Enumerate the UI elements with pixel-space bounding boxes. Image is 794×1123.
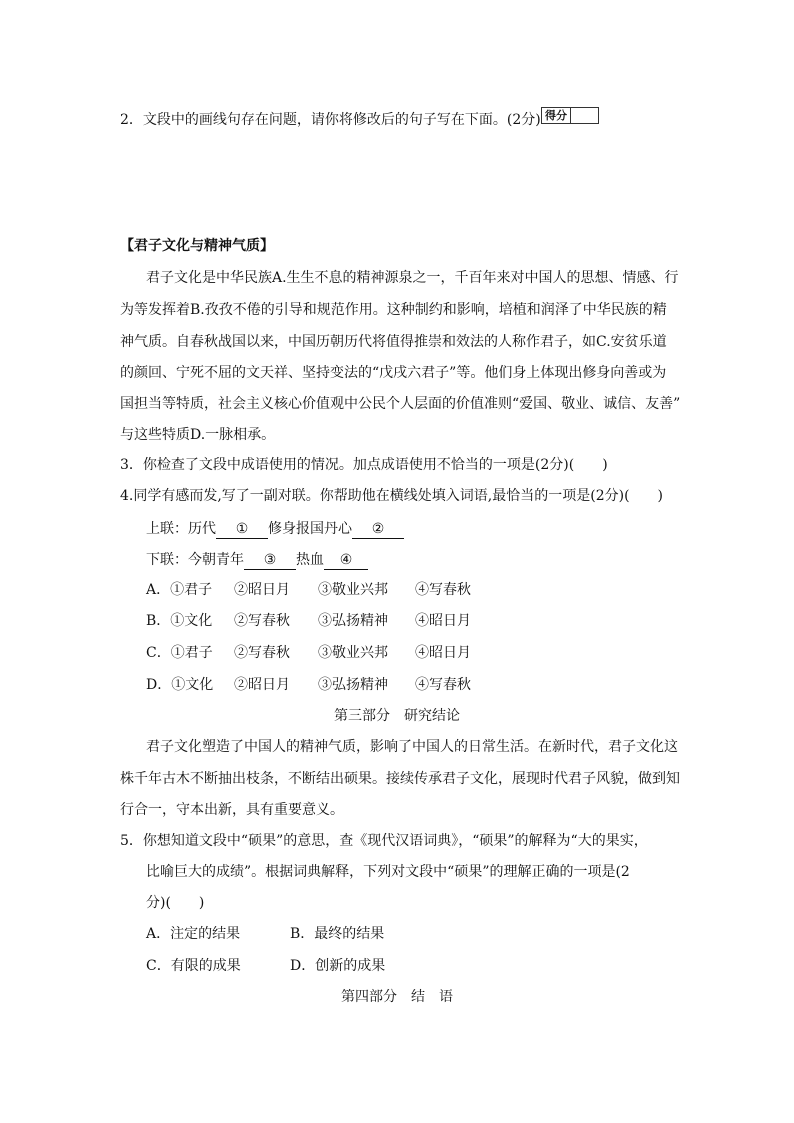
q4-option-b: B．①文化	[146, 613, 213, 629]
q5-option-c: C．有限的成果	[146, 958, 241, 974]
couplet-blank-4: ④	[324, 551, 368, 570]
q4-option-d: ③弘扬精神	[318, 677, 388, 693]
passage2-line: 株千年古木不断抽出枝条，不断结出硕果。接续传承君子文化，展现时代君子风貌，做到知	[120, 771, 680, 787]
question-5-cont: 比喻巨大的成绩”。根据词典解释，下列对文段中“硕果”的理解正确的一项是(2	[146, 864, 630, 880]
passage1-line: 的颜回、宁死不屈的文天祥、坚持变法的“戊戌六君子”等。他们身上体现出修身向善或为	[120, 365, 667, 381]
q4-option-c: ③敬业兴邦	[318, 645, 388, 661]
couplet-blank-3: ③	[244, 551, 296, 570]
score-blank	[571, 108, 598, 123]
question-2: 2．文段中的画线句存在问题，请你将修改后的句子写在下面。(2分)	[120, 112, 541, 128]
q5-option-a: A．注定的结果	[146, 926, 241, 942]
q4-option-b: ②写春秋	[234, 613, 290, 629]
couplet-blank-2: ②	[352, 520, 404, 539]
passage1-line: 君子文化是中华民族A.生生不息的精神源泉之一，千百年来对中国人的思想、情感、行	[146, 270, 679, 286]
q4-option-d: D．①文化	[146, 677, 214, 693]
q4-option-a: A．①君子	[146, 582, 213, 598]
question-3: 3．你检查了文段中成语使用的情况。加点成语使用不恰当的一项是(2分)( )	[120, 457, 608, 473]
q4-option-b: ④昭日月	[415, 613, 471, 629]
passage1-line: 与这些特质D.一脉相承。	[120, 427, 276, 443]
q4-option-b: ③弘扬精神	[318, 613, 388, 629]
passage2-line: 君子文化塑造了中国人的精神气质，影响了中国人的日常生活。在新时代，君子文化这	[146, 739, 678, 755]
part3-title: 第三部分 研究结论	[334, 708, 460, 724]
couplet-lower-mid: 热血	[296, 552, 324, 568]
couplet-upper-mid: 修身报国丹心	[268, 521, 352, 537]
couplet-upper-prefix: 上联：历代	[146, 521, 216, 537]
score-label: 得分	[542, 108, 571, 123]
q5-option-b: B．最终的结果	[290, 926, 385, 942]
question-5: 5．你想知道文段中“硕果”的意思，查《现代汉语词典》，“硕果”的解释为“大的果实，	[120, 833, 648, 849]
part4-title: 第四部分 结 语	[341, 989, 453, 1005]
section-heading: 【君子文化与精神气质】	[120, 238, 274, 254]
passage1-line: 神气质。自春秋战国以来，中国历朝历代将值得推崇和效法的人称作君子，如C.安贫乐道	[120, 334, 667, 350]
q4-option-d: ④写春秋	[415, 677, 471, 693]
q4-option-d: ②昭日月	[234, 677, 290, 693]
q4-option-c: ④昭日月	[415, 645, 471, 661]
couplet-blank-1: ①	[216, 520, 268, 539]
q4-option-a: ③敬业兴邦	[318, 582, 388, 598]
passage2-line: 行合一，守本出新，具有重要意义。	[120, 802, 344, 818]
passage1-line: 为等发挥着B.孜孜不倦的引导和规范作用。这种制约和影响，培植和润泽了中华民族的精	[120, 302, 667, 318]
q4-option-a: ②昭日月	[234, 582, 290, 598]
q5-option-d: D．创新的成果	[290, 958, 386, 974]
question-4: 4.同学有感而发,写了一副对联。你帮助他在横线处填入词语,最恰当的一项是(2分)( )	[120, 488, 664, 504]
couplet-upper	[146, 519, 404, 539]
passage1-line: 国担当等特质，社会主义核心价值观中公民个人层面的价值准则“爱国、敬业、诚信、友善”	[120, 396, 681, 412]
q4-option-c: C．①君子	[146, 645, 213, 661]
couplet-lower	[146, 550, 368, 570]
q4-option-c: ②写春秋	[234, 645, 290, 661]
question-5-cont: 分)( )	[146, 895, 205, 911]
q4-option-a: ④写春秋	[415, 582, 471, 598]
score-box	[541, 107, 599, 124]
couplet-lower-prefix: 下联：今朝青年	[146, 552, 244, 568]
